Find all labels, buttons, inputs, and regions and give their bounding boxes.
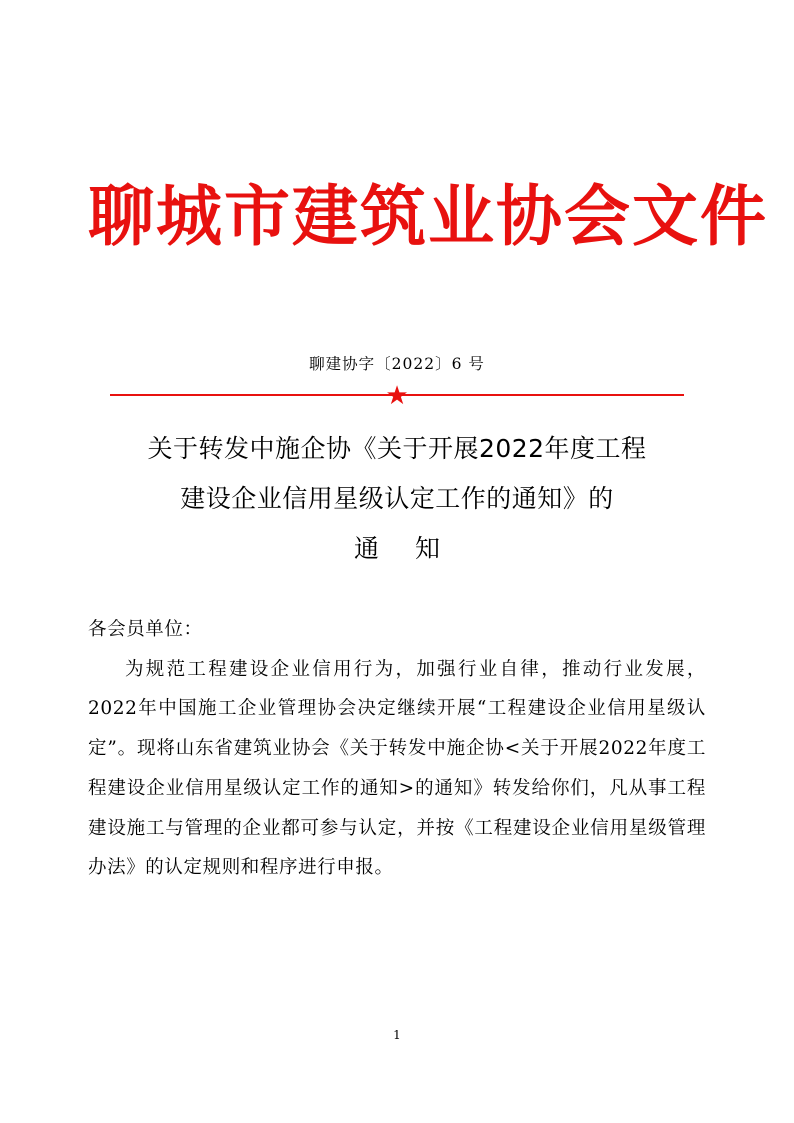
red-separator: [88, 380, 706, 410]
masthead-title: 聊城市建筑业协会文件: [88, 177, 768, 255]
document-number: 聊建协字〔2022〕6 号: [309, 354, 485, 373]
title-line-3: 通 知: [354, 533, 454, 563]
title-line-1: 关于转发中施企协《关于开展2022年度工程: [147, 433, 647, 463]
document-body: [88, 610, 706, 888]
body-paragraph-1: 为规范工程建设企业信用行为，加强行业自律，推动行业发展，2022年中国施工企业管理协会决定继续开展“工程建设企业信用星级认定”。现将山东省建筑业协会《关于转发中施企协<关于开展2022年度工程建设企业信用星级认定工作的通知>的通知》转发给你们，凡从事工程建设施工与管理的企业都可参与认定，并按《工程建设企业信用星级管理办法》的认定规则和程序进行申报。: [88, 658, 706, 879]
title-line-2: 建设企业信用星级认定工作的通知》的: [180, 483, 614, 513]
page-number: 1: [393, 1028, 401, 1042]
document-title: [88, 424, 706, 574]
red-star-icon: ★: [385, 380, 409, 410]
salutation: 各会员单位：: [88, 618, 203, 640]
